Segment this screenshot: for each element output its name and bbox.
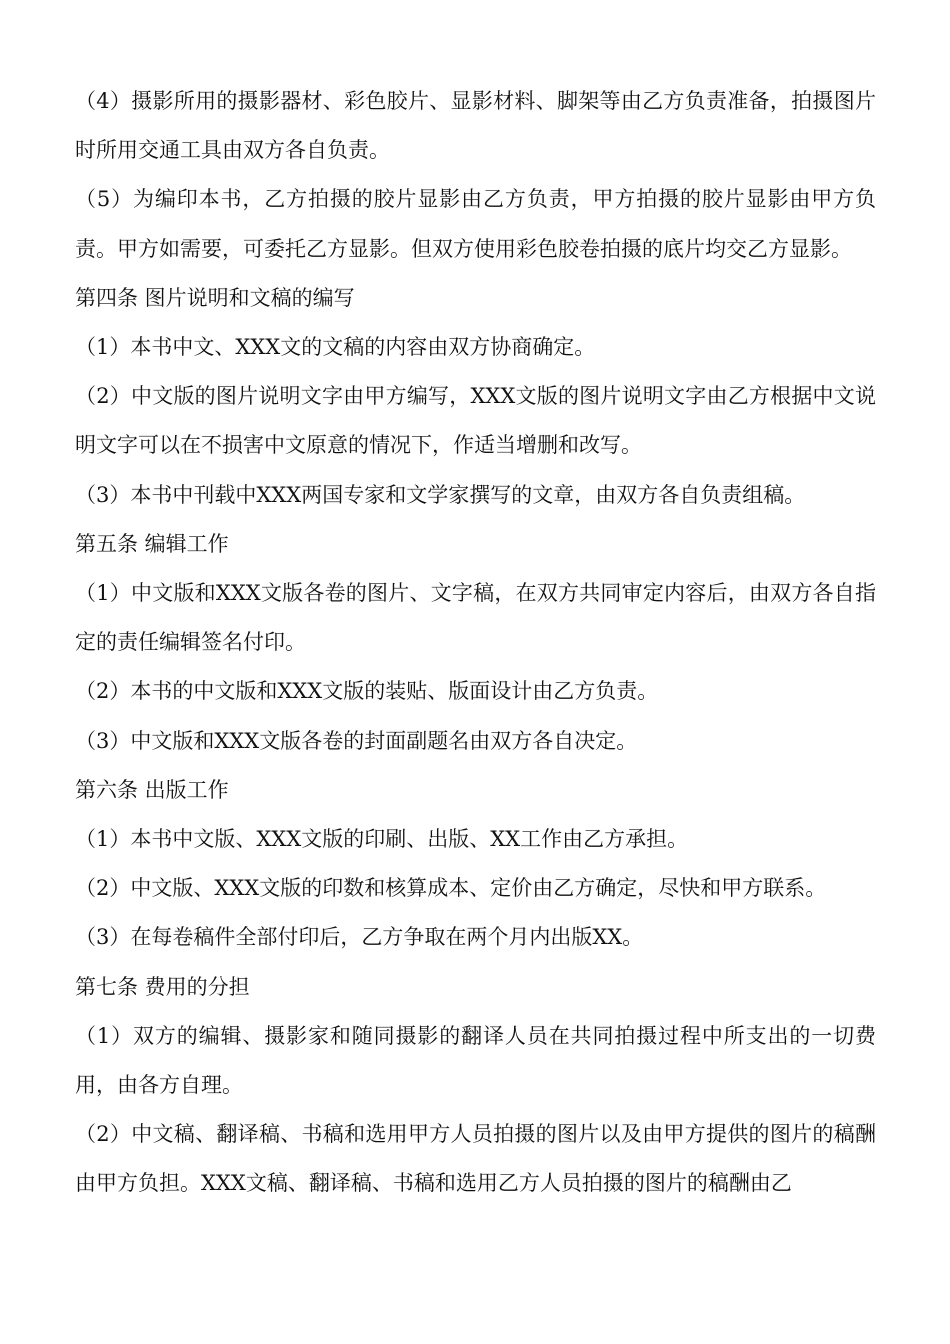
paragraph-item: （2）中文版的图片说明文字由甲方编写，XXX文版的图片说明文字由乙方根据中文说明文字可以在不损害中文原意的情况下，作适当增删和改写。 bbox=[75, 384, 876, 458]
paragraph-item: （1）中文版和XXX文版各卷的图片、文字稿，在双方共同审定内容后，由双方各自指定的责任编辑签名付印。 bbox=[75, 581, 876, 655]
paragraph-item: （2）本书的中文版和XXX文版的装贴、版面设计由乙方负责。 bbox=[75, 679, 659, 704]
paragraph-item: （5）为编印本书，乙方拍摄的胶片显影由乙方负责，甲方拍摄的胶片显影由甲方负责。甲方如需要，可委托乙方显影。但双方使用彩色胶卷拍摄的底片均交乙方显影。 bbox=[75, 187, 876, 261]
paragraph-item: （2）中文版、XXX文版的印数和核算成本、定价由乙方确定，尽快和甲方联系。 bbox=[75, 876, 827, 901]
article-heading: 第七条 费用的分担 bbox=[75, 974, 250, 999]
paragraph-item: （1）本书中文、XXX文的文稿的内容由双方协商确定。 bbox=[75, 335, 596, 360]
paragraph-item: （4）摄影所用的摄影器材、彩色胶片、显影材料、脚架等由乙方负责准备，拍摄图片时所用交通工具由双方各自负责。 bbox=[75, 89, 876, 163]
paragraph-item: （3）本书中刊载中XXX两国专家和文学家撰写的文章，由双方各自负责组稿。 bbox=[75, 482, 806, 507]
article-heading: 第四条 图片说明和文稿的编写 bbox=[75, 285, 355, 310]
paragraph-item: （1）本书中文版、XXX文版的印刷、出版、XX工作由乙方承担。 bbox=[75, 827, 689, 852]
paragraph-item: （1）双方的编辑、摄影家和随同摄影的翻译人员在共同拍摄过程中所支出的一切费用，由各方自理。 bbox=[75, 1023, 876, 1098]
article-heading: 第六条 出版工作 bbox=[75, 777, 229, 802]
paragraph-item: （3）中文版和XXX文版各卷的封面副题名由双方各自决定。 bbox=[75, 728, 638, 753]
paragraph-item: （2）中文稿、翻译稿、书稿和选用甲方人员拍摄的图片以及由甲方提供的图片的稿酬由甲方负担。XXX文稿、翻译稿、书稿和选用乙方人员拍摄的图片的稿酬由乙 bbox=[75, 1122, 876, 1196]
paragraph-item: （3）在每卷稿件全部付印后，乙方争取在两个月内出版XX。 bbox=[75, 925, 644, 950]
article-heading: 第五条 编辑工作 bbox=[75, 531, 229, 556]
